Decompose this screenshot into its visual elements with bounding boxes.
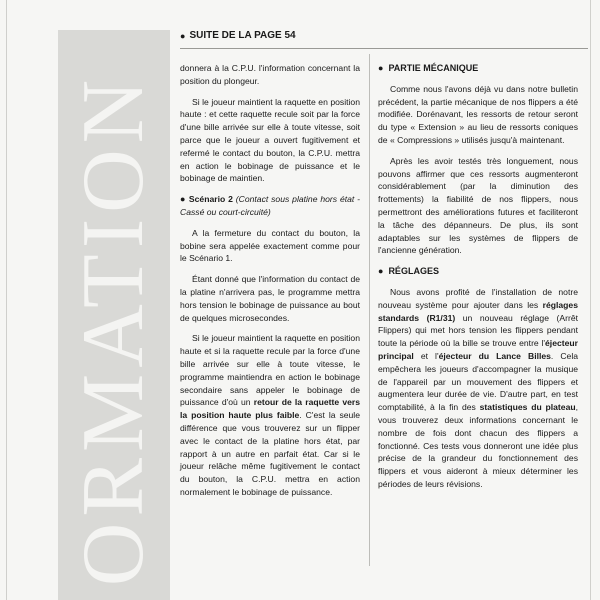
paragraph <box>180 332 360 498</box>
right-column <box>378 62 578 499</box>
scenario-title: Scénario 2 <box>188 194 233 205</box>
left-column <box>180 62 360 507</box>
text-span: Si le joueur maintient la raquette en position haute et si la raquette recule par la force d'une bille arrivée sur elle à toute vitesse, le programme maintiendra en action le bobinage secondaire sans appeler le bobinage de puissance d'où un <box>180 333 360 408</box>
header-divider <box>180 48 588 49</box>
section-title: PARTIE MÉCANIQUE <box>388 63 479 73</box>
paragraph: A la fermeture du contact du bouton, la bobine sera appelée exactement comme pour le Scénario 1. <box>180 227 360 264</box>
bullet-icon: ● <box>180 30 186 41</box>
text-span: . C'est la seule différence que vous trouverez sur un flipper avec le contact de la platine hors état, par rapport à un autre en parfait état. Car si le joueur relâche même fugitivement le contact du bouton, la C.P.U. mettra en action normalement le bobinage de puissance. <box>180 410 360 497</box>
paragraph: Après les avoir testés très longuement, nous pouvons affirmer que ces ressorts augmenteront considérablement (par la diminution des frottements) la fiabilité de nos flippers, nous permettront des améliorations futures et faciliteront la tâche des dépanneurs. De plus, ils sont adaptables sur les systèmes de flippers de l'ancienne génération. <box>378 155 578 256</box>
paragraph: Comme nous l'avons déjà vu dans notre bulletin précédent, la partie mécanique de nos flippers a été modifiée. Dorénavant, les ressorts de retour seront du type « Extension » au lieu de ressorts coniques de « Compressions » utilisés jusqu'à maintenant. <box>378 83 578 145</box>
bullet-icon: ● <box>378 266 384 277</box>
text-span: Nous avons profité de l'installation de notre nouveau système pour ajouter dans les <box>378 286 578 310</box>
scenario-heading <box>180 193 360 219</box>
paragraph: Étant donné que l'information du contact de la platine n'arrivera pas, le programme mettra hors tension le bobinage de puissance au bout de quelques microsecondes. <box>180 274 360 323</box>
emphasis-text: statistiques du plateau <box>479 402 576 413</box>
scenario-subtitle: (Contact sous platine hors état - Cassé ou court-circuité) <box>180 194 361 217</box>
emphasis-text: éjecteur du Lance Billes <box>438 350 551 361</box>
column-divider <box>369 54 370 566</box>
bullet-icon: ● <box>378 63 384 73</box>
text-span: un nouveau réglage (Arrêt Flippers) qui met hors tension les flippers pendant toute la période où la bille se trouve entre l' <box>378 312 578 349</box>
emphasis-text: éjecteur principal <box>378 338 578 361</box>
text-span: , vous trouverez deux informations concernant le nombre de fois dont chacun des flippers a fonctionné. Ces tests vous donneront une idée plus précise de la grandeur du fonctionnement des flippers et vous aideront à mieux déterminer les périodes de leurs révisions. <box>378 402 578 489</box>
page-edge-line <box>590 0 591 600</box>
vertical-section-title: ORMATION <box>65 73 162 587</box>
continued-from-label: SUITE DE LA PAGE 54 <box>189 30 296 41</box>
section-heading-reglages <box>378 265 578 278</box>
bullet-icon: ● <box>180 194 189 205</box>
page-edge-line <box>6 0 7 600</box>
paragraph: Si le joueur maintient la raquette en position haute : et cette raquette recule soit par la force d'une bille arrivée sur elle à toute vitesse, soit parce que le joueur a ouvert fugitivement et refermé le contact du bouton, la C.P.U. mettra en action le bobinage de puissance et le bobinage de maintien. <box>180 96 360 184</box>
emphasis-text: retour de la raquette vers la position haute plus faible <box>180 397 360 421</box>
paragraph <box>378 286 578 491</box>
section-title: RÉGLAGES <box>388 266 439 277</box>
section-heading-mecanique <box>378 62 578 75</box>
continued-from-header <box>180 30 296 41</box>
paragraph: donnera à la C.P.U. l'information concernant la position du plongeur. <box>180 63 360 86</box>
emphasis-text: réglages standards (R1/31) <box>378 299 578 323</box>
text-span: . Cela empêchera les joueurs d'accompagner la musique de l'appareil par un mouvement des flippers et augmentera leur durée de vie. D'autre part, en test comptabilité, à la fin des <box>378 350 579 413</box>
text-span: et l' <box>413 350 439 361</box>
